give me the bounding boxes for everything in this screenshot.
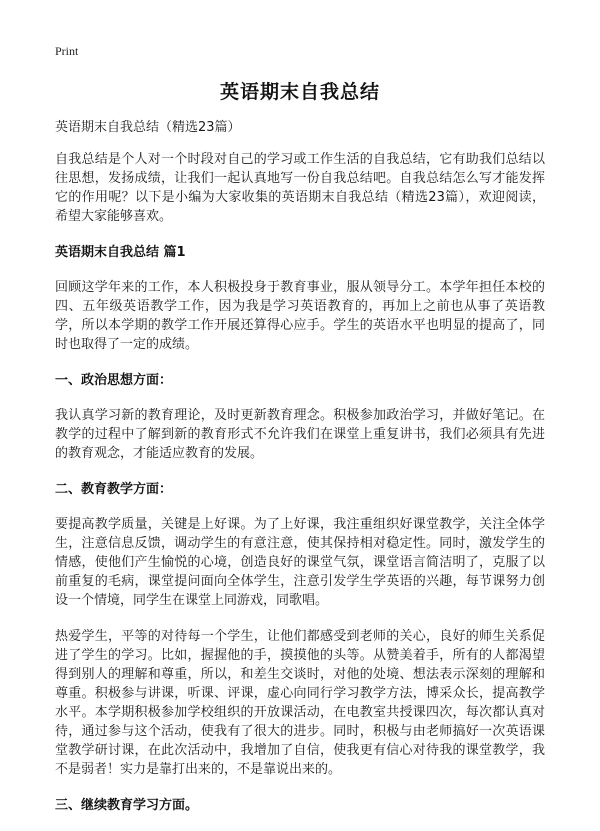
print-link[interactable]: Print	[55, 44, 79, 58]
page-title: 英语期末自我总结	[219, 81, 380, 103]
opening-paragraph: 回顾这学年来的工作，本人积极投身于教育事业，服从领导分工。本学年担任本校的四、五年级英语教学工作，因为我是学习英语教育的，再加上之前也从事了英语教学，所以本学期的教学工作开展还算得心应手。学生的英语水平也明显的提高了，同时也取得了一定的成绩。	[55, 280, 545, 352]
document-subtitle: 英语期末自我总结（精选23篇）	[55, 120, 241, 135]
teaching-paragraph-1: 要提高教学质量，关键是上好课。为了上好课，我注重组织好课堂教学，关注全体学生，注意信息反馈，调动学生的有意注意，使其保持相对稳定性。同时，激发学生的情感，使他们产生愉悦的心境，创造良好的课堂气氛，课堂语言简洁明了，克服了以前重复的毛病，课堂提问面向全体学生，注意引发学生学英语的兴趣，每节课努力创设一个情境，同学生在课堂上同游戏，同歌唱。	[55, 517, 545, 608]
document-body	[55, 118, 545, 831]
section-heading-teaching: 二、教育教学方面：	[55, 482, 173, 497]
intro-paragraph: 自我总结是个人对一个时段对自己的学习或工作生活的自我总结，它有助我们总结以往思想，发扬成绩，让我们一起认真地写一份自我总结吧。自我总结怎么写才能发挥它的作用呢？以下是小编为大家收集的英语期末自我总结（精选23篇），欢迎阅读，希望大家能够喜欢。	[55, 152, 545, 224]
teaching-paragraph-2: 热爱学生，平等的对待每一个学生，让他们都感受到老师的关心，良好的师生关系促进了学生的学习。比如，握握他的手，摸摸他的头等。从赞美着手，所有的人都渴望得到别人的理解和尊重，所以，和差生交谈时，对他的处境、想法表示深刻的理解和尊重。积极参与讲课，听课、评课，虚心向同行学习教学方法，博采众长，提高教学水平。本学期积极参加学校组织的开放课活动，在电教室共授课四次，每次都认真对待，通过参与这个活动，使我有了很大的进步。同时，积极与由老师搞好一次英语课堂教学研讨课，在此次活动中，我增加了自信，使我更有信心对待我的课堂教学，我不是弱者！实力是靠打出来的，不是靠说出来的。	[55, 629, 545, 777]
section-heading-politics: 一、政治思想方面：	[55, 373, 173, 388]
article-heading: 英语期末自我总结 篇1	[55, 245, 186, 260]
section-heading-continuing-education: 三、继续教育学习方面。	[55, 798, 199, 813]
politics-paragraph: 我认真学习新的教育理论，及时更新教育理念。积极参加政治学习，并做好笔记。在教学的过程中了解到新的教育形式不允许我们在课堂上重复讲书，我们必须具有先进的教育观念，才能适应教育的发展。	[55, 408, 545, 461]
